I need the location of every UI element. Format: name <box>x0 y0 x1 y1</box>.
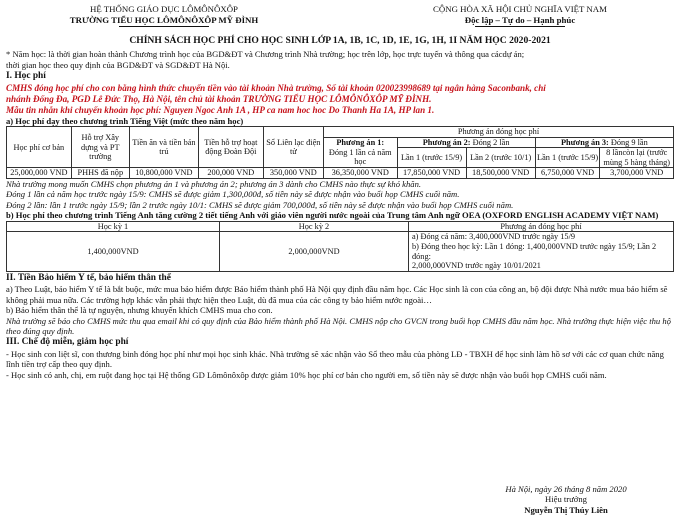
cell-activity-fee: 200,000 VND <box>198 168 263 179</box>
th-activity-fee: Tiền hỗ trợ hoạt động Đoàn Đội <box>198 127 263 168</box>
th-contact-book: Sổ Liên lạc điện tử <box>263 127 323 168</box>
cell-semester-1-fee: 1,400,000VND <box>7 232 220 271</box>
th-option-2 <box>397 137 535 148</box>
cell-option-1: 36,350,000 VND <box>324 168 398 179</box>
note-preferred-options: Nhà trường mong muốn CMHS chọn phương án 1 và phương án 2; phương án 3 dành cho CMHS nào thực sự khó khăn. <box>6 179 422 189</box>
insurance-accident-paragraph: b) Bảo hiểm thân thể là tự nguyện, nhưng khuyến khích CMHS mua cho con. <box>6 305 273 316</box>
signature-date: Hà Nội, ngày 26 tháng 8 năm 2020 <box>505 484 627 494</box>
issuer-system-name: HỆ THỐNG GIÁO DỤC LÔMÔNÔXÔP <box>90 4 238 14</box>
th-option-2-installment-2: Lần 2 (trước 10/1) <box>466 148 535 168</box>
option-2-title: Phương án 2: <box>422 137 471 147</box>
issuer-block <box>14 4 314 27</box>
sub-section-b-heading: b) Học phí theo chương trình Tiếng Anh tăng cường 2 tiết tiếng Anh với giáo viên người nước ngoài của Trung tâm Anh ngữ OEA (OXFORD ENGLISH ACADEMY VIỆT NAM) <box>6 210 659 221</box>
bank-transfer-note-1: CMHS đóng học phí cho con bằng hình thức chuyển tiền vào tài khoản Nhà trường, Số tài khoản 020023998689 tại ngân hàng Saconbank, chi <box>6 82 546 93</box>
english-option-b-line-1: b) Đóng theo học kỳ: Lần 1 đóng: 1,400,000VND trước ngày 15/9; Lần 2 đóng: <box>412 242 657 261</box>
th-option-3-remaining: 8 lầncòn lại (trước mùng 5 hàng tháng) <box>600 148 674 168</box>
note-option-1-discount: Đóng 1 lần cả năm học trước ngày 15/9: CMHS sẽ được giảm 1,300,000đ, số tiền này sẽ được nhận vào buổi họp CMHS cuối năm. <box>6 189 460 200</box>
option-1-title: Phương án 1: <box>336 138 385 148</box>
cell-option-2-installment-1: 17,850,000 VND <box>397 168 466 179</box>
english-option-b-line-2: 2,000,000VND trước ngày 10/01/2021 <box>412 261 541 271</box>
option-3-desc: Đóng 9 lần <box>610 137 648 147</box>
table-row <box>7 168 674 179</box>
cell-basic-fee: 25,000,000 VND <box>7 168 72 179</box>
english-option-a: a) Đóng cả năm: 3,400,000VND trước ngày 15/9 <box>412 232 576 242</box>
document-title: CHÍNH SÁCH HỌC PHÍ CHO HỌC SINH LỚP 1A, 1B, 1C, 1D, 1E, 1G, 1H, 1I NĂM HỌC 2020-2021 <box>129 35 551 47</box>
insurance-collection-note: Nhà trường sẽ báo cho CMHS mức thu qua email khi có quy định của Bảo hiểm thành phố Hà Nội. CMHS nộp cho GVCN trong buổi họp CMHS đầu năm học. Nhà trường thực hiện việc thu hộ theo đúng quy định. <box>6 315 671 336</box>
th-meal-fee: Tiền ăn và tiền bán trú <box>129 127 198 168</box>
cell-semester-2-fee: 2,000,000VND <box>220 232 409 271</box>
country-name: CỘNG HÒA XÃ HỘI CHỦ NGHĨA VIỆT NAM <box>433 4 607 14</box>
document-header <box>6 4 674 27</box>
signature-role: Hiệu trưởng <box>545 494 587 505</box>
th-option-2-installment-1: Lần 1 (trước 15/9) <box>397 148 466 168</box>
national-motto-block <box>370 4 670 27</box>
english-program-fee-table <box>6 221 674 272</box>
option-2-desc: Đóng 2 lần <box>472 137 510 147</box>
transfer-message-template: Mẫu tin nhắn khi chuyển khoản học phí: Nguyen Ngoc Anh 1A , HP ca nam hoc hoc Do Thanh Ha 1A, HP lan 1. <box>6 104 435 115</box>
th-semester-1: Học kỳ 1 <box>7 221 220 232</box>
option-1-desc: Đóng 1 lần cả năm học <box>328 147 392 167</box>
insurance-health-paragraph: a) Theo Luật, bảo hiểm Y tế là bắt buộc, mức mua bảo hiểm được Bảo hiểm thành phố Hà Nội quy định đầu năm học. Các Học sinh là con của công an, bộ đội được Nhà nước mua bảo hiểm sẽ không phải mua nữa. Các trường hợp khác vẫn phải thực hiện theo Luật, dù đã mua của các công ty bảo hiểm nước ngoài… <box>6 284 668 305</box>
th-option-1 <box>324 137 398 168</box>
section-3-heading: III. Chế độ miễn, giảm học phí <box>6 337 129 348</box>
cell-contact-book: 350,000 VND <box>263 168 323 179</box>
th-option-3-installment-1: Lần 1 (trước 15/9) <box>535 148 600 168</box>
national-motto: Độc lập – Tự do – Hạnh phúc <box>464 14 576 25</box>
intro-line-2: thời gian học theo quy định của BGD&ĐT và SGD&ĐT Hà Nội. <box>6 59 230 70</box>
th-payment-options: Phương án đóng học phí <box>324 127 674 138</box>
section-1-heading: I. Học phí <box>6 71 46 82</box>
th-english-payment-options: Phương án đóng học phí <box>409 221 674 232</box>
signature-block <box>466 484 666 515</box>
exemption-martyr-paragraph: - Học sinh con liệt sĩ, con thương binh đóng học phí như mọi học sinh khác. Nhà trường sẽ xác nhận vào Sổ theo mẫu của phòng LĐ - TBXH để học sinh làm hồ sơ với các cơ quan chức năng lĩnh tiền trợ cấp theo quy định. <box>6 348 664 370</box>
section-2-heading: II. Tiền Bảo hiểm Y tế, bảo hiểm thân thể <box>6 272 171 283</box>
motto-underline <box>475 26 565 27</box>
exemption-sibling-paragraph: - Học sinh có anh, chị, em ruột đang học tại Hệ thống GD Lômônôxôp được giảm 10% học phí cơ bản cho người em, số tiền này sẽ được nhận vào buổi họp CMHS cuối năm. <box>6 369 607 380</box>
th-semester-2: Học kỳ 2 <box>220 221 409 232</box>
intro-line-1: * Năm học: là thời gian hoàn thành Chương trình học của BGD&ĐT và Chương trình Nhà trường; học trên lớp, học trực tuyến và thông qua cácdự án; <box>6 49 525 60</box>
note-option-2-discount: Đóng 2 lần: lần 1 trước ngày 15/9; lần 2 trước ngày 10/1: CMHS sẽ được giảm 700,000đ, số tiền này sẽ được nhận vào buổi họp CMHS cuối năm. <box>6 199 514 210</box>
cell-support-fee: PHHS đã nộp <box>71 168 129 179</box>
cell-option-2-installment-2: 18,500,000 VND <box>466 168 535 179</box>
option-3-title: Phương án 3: <box>560 137 609 147</box>
th-support-fee: Hỗ trợ Xây dựng và PT trường <box>71 127 129 168</box>
signature-name: Nguyễn Thị Thúy Liên <box>524 504 608 515</box>
cell-option-3-remaining: 3,700,000 VND <box>600 168 674 179</box>
issuer-school-name: TRƯỜNG TIỂU HỌC LÔMÔNÔXÔP MỸ ĐÌNH <box>69 14 259 25</box>
bank-transfer-note-2: nhánh Đống Đa, PGD Lê Đức Thọ, Hà Nội, tên chủ tài khoản TRƯỜNG TIỂU HỌC LÔMÔNÔXÔP MỸ ĐÌNH. <box>6 93 432 104</box>
cell-option-3-installment-1: 6,750,000 VND <box>535 168 600 179</box>
table-row <box>7 232 674 271</box>
cell-meal-fee: 10,800,000 VND <box>129 168 198 179</box>
vietnamese-program-fee-table <box>6 126 674 179</box>
cell-english-payment-options <box>409 232 674 271</box>
th-option-3 <box>535 137 673 148</box>
th-basic-fee: Học phí cơ bản <box>7 127 72 168</box>
issuer-underline <box>119 26 209 27</box>
sub-section-a-heading: a) Học phí dạy theo chương trình Tiếng Việt (mức theo năm học) <box>6 115 244 126</box>
